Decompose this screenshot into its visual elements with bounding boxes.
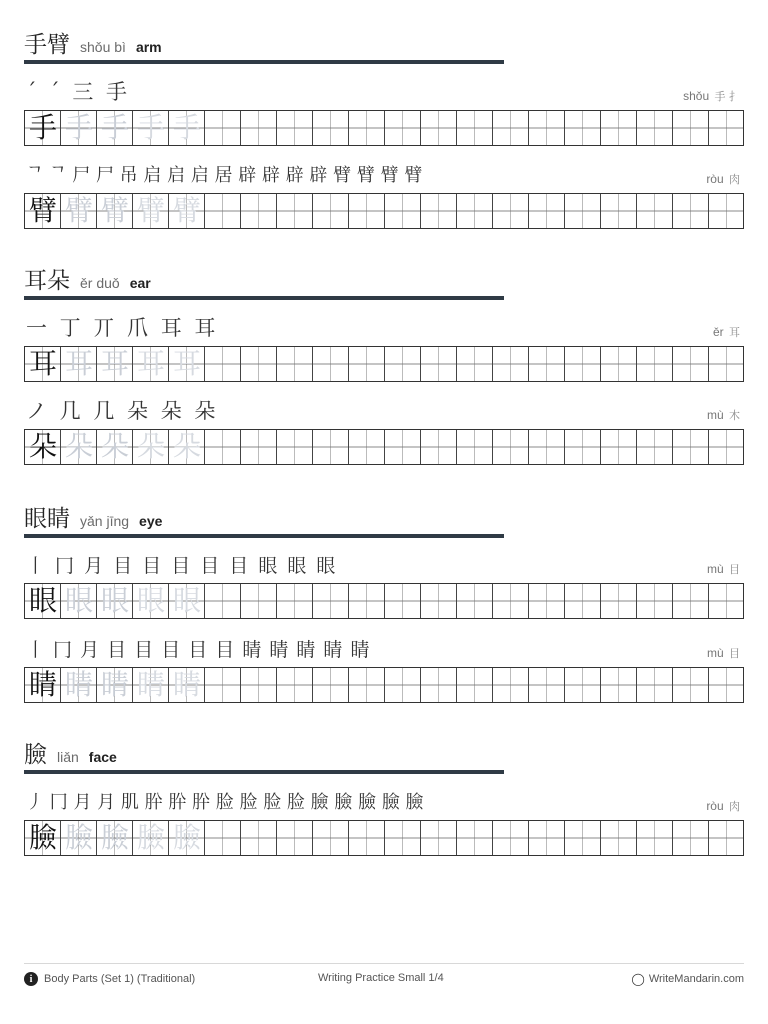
stroke-order-row bbox=[26, 635, 370, 661]
section-divider bbox=[24, 60, 504, 64]
radical-pinyin: mù bbox=[706, 562, 724, 576]
stroke-order-row bbox=[26, 788, 424, 814]
word-english: eye bbox=[139, 513, 163, 529]
practice-grid[interactable] bbox=[24, 429, 744, 465]
practice-grid[interactable] bbox=[24, 667, 744, 703]
trace-character: 睛 bbox=[136, 668, 165, 701]
radical-character: 目 bbox=[729, 563, 740, 576]
page-label: Writing Practice Small 1/4 bbox=[318, 972, 444, 984]
radical-pinyin: mù bbox=[706, 408, 724, 422]
word-english: face bbox=[88, 749, 117, 765]
trace-character: 朵 bbox=[136, 430, 165, 463]
radical-character: 目 bbox=[729, 647, 740, 660]
trace-character: 臉 bbox=[136, 821, 165, 854]
word-heading bbox=[24, 736, 117, 769]
trace-character: 手 bbox=[136, 111, 165, 144]
trace-character: 臉 bbox=[172, 821, 201, 854]
trace-character: 耳 bbox=[136, 347, 165, 380]
stroke-order-row bbox=[26, 314, 218, 340]
word-hanzi: 眼睛 bbox=[24, 506, 70, 532]
word-english: arm bbox=[135, 39, 162, 55]
radical-label bbox=[683, 88, 740, 104]
section-divider bbox=[24, 296, 504, 300]
trace-character: 耳 bbox=[64, 347, 93, 380]
radical-pinyin: shǒu bbox=[683, 89, 710, 103]
trace-character: 臂 bbox=[136, 194, 165, 227]
practice-grid[interactable] bbox=[24, 193, 744, 229]
set-title: Body Parts (Set 1) (Traditional) bbox=[44, 973, 196, 985]
stroke-order-sequence: ノ 几 几 朵 朵 朵 bbox=[26, 399, 219, 423]
word-hanzi: 手臂 bbox=[24, 32, 70, 58]
radical-character: 肉 bbox=[729, 173, 740, 186]
stroke-order-sequence: 丨 冂 月 目 目 目 目 目 睛 睛 睛 睛 睛 bbox=[26, 638, 371, 661]
radical-character: 手 扌 bbox=[714, 90, 740, 103]
footer-page-label bbox=[318, 972, 444, 984]
trace-character: 手 bbox=[172, 111, 201, 144]
radical-label bbox=[707, 561, 740, 577]
trace-character: 臉 bbox=[64, 821, 93, 854]
trace-character: 睛 bbox=[100, 668, 129, 701]
stroke-order-sequence: ˊ ˊ 三 手 bbox=[26, 80, 131, 104]
word-heading bbox=[24, 26, 162, 59]
radical-pinyin: ròu bbox=[706, 172, 724, 186]
trace-character: 朵 bbox=[100, 430, 129, 463]
word-pinyin: ěr duǒ bbox=[80, 275, 120, 291]
stroke-order-sequence: 一 丁 丌 爪 耳 耳 bbox=[26, 316, 219, 340]
section-divider bbox=[24, 770, 504, 774]
radical-character: 耳 bbox=[729, 326, 740, 339]
trace-character: 眼 bbox=[172, 584, 201, 617]
trace-character: 手 bbox=[100, 111, 129, 144]
trace-character: 朵 bbox=[64, 430, 93, 463]
trace-character: 眼 bbox=[100, 584, 129, 617]
word-pinyin: yǎn jīng bbox=[80, 513, 130, 529]
word-pinyin: liǎn bbox=[57, 749, 79, 765]
practice-grid[interactable] bbox=[24, 346, 744, 382]
radical-pinyin: ěr bbox=[712, 325, 724, 339]
radical-label bbox=[706, 171, 740, 187]
model-character: 睛 bbox=[28, 668, 57, 701]
radical-character: 木 bbox=[729, 409, 740, 422]
trace-character: 手 bbox=[64, 111, 93, 144]
footer-divider bbox=[24, 963, 744, 964]
brand-link[interactable]: WriteMandarin.com bbox=[648, 973, 744, 985]
practice-grid[interactable] bbox=[24, 110, 744, 146]
footer-set-title bbox=[24, 972, 195, 986]
model-character: 臂 bbox=[28, 194, 57, 227]
radical-character: 肉 bbox=[729, 800, 740, 813]
model-character: 臉 bbox=[28, 821, 57, 854]
trace-character: 臉 bbox=[100, 821, 129, 854]
info-icon: i bbox=[24, 972, 38, 986]
word-heading bbox=[24, 500, 162, 533]
trace-character: 睛 bbox=[172, 668, 201, 701]
practice-grid[interactable] bbox=[24, 820, 744, 856]
radical-label bbox=[707, 407, 740, 423]
stroke-order-sequence: 丿 冂 月 月 肌 肸 肸 肸 脸 脸 脸 脸 臉 臉 臉 臉 臉 bbox=[26, 792, 424, 813]
practice-grid[interactable] bbox=[24, 583, 744, 619]
section-divider bbox=[24, 534, 504, 538]
word-pinyin: shǒu bì bbox=[80, 39, 126, 55]
word-english: ear bbox=[129, 275, 151, 291]
stroke-order-row bbox=[26, 551, 337, 577]
trace-character: 臂 bbox=[172, 194, 201, 227]
trace-character: 眼 bbox=[136, 584, 165, 617]
trace-character: 臂 bbox=[64, 194, 93, 227]
model-character: 朵 bbox=[28, 430, 57, 463]
radical-label bbox=[706, 798, 740, 814]
model-character: 眼 bbox=[28, 584, 57, 617]
trace-character: 朵 bbox=[172, 430, 201, 463]
stroke-order-row bbox=[26, 397, 218, 423]
trace-character: 睛 bbox=[64, 668, 93, 701]
radical-pinyin: ròu bbox=[706, 799, 724, 813]
trace-character: 耳 bbox=[172, 347, 201, 380]
trace-character: 耳 bbox=[100, 347, 129, 380]
stroke-order-sequence: ᄀ ᄀ 尸 尸 吊 启 启 启 居 辟 辟 辟 辟 臂 臂 臂 臂 bbox=[26, 165, 423, 186]
brand-logo-icon: ◯ bbox=[631, 972, 645, 986]
trace-character: 眼 bbox=[64, 584, 93, 617]
stroke-order-row bbox=[26, 78, 130, 104]
trace-character: 臂 bbox=[100, 194, 129, 227]
word-hanzi: 耳朵 bbox=[24, 268, 70, 294]
word-heading bbox=[24, 262, 151, 295]
word-hanzi: 臉 bbox=[24, 742, 47, 768]
stroke-order-row bbox=[26, 161, 422, 187]
radical-label bbox=[713, 324, 740, 340]
model-character: 手 bbox=[28, 111, 57, 144]
footer-brand[interactable] bbox=[631, 972, 744, 986]
model-character: 耳 bbox=[28, 347, 57, 380]
stroke-order-sequence: 丨 冂 月 目 目 目 目 目 眼 眼 眼 bbox=[26, 554, 338, 577]
radical-label bbox=[707, 645, 740, 661]
radical-pinyin: mù bbox=[706, 646, 724, 660]
